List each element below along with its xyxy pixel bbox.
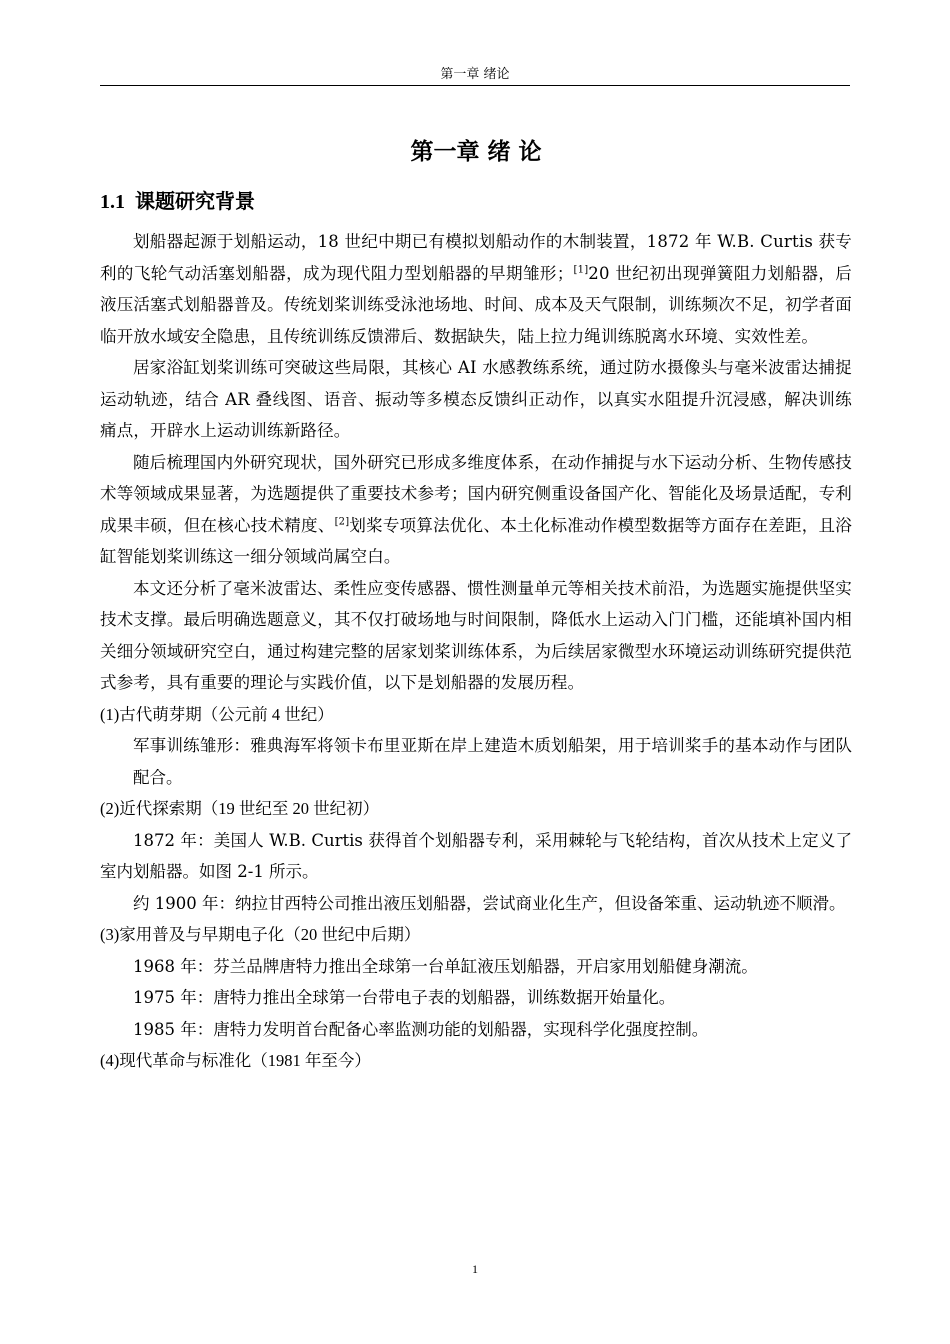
history-item: 军事训练雏形：雅典海军将领卡布里亚斯在岸上建造木质划船架，用于培训桨手的基本动作与团队配合。	[133, 736, 852, 787]
history-item: 1872 年：美国人 W.B. Curtis 获得首个划船器专利，采用棘轮与飞轮结构，首次从技术上定义了室内划船器。如图 2-1 所示。	[100, 830, 852, 881]
section-title: 课题研究背景	[135, 189, 255, 213]
page-content	[100, 100, 852, 1077]
history-heading-ancient: (1)古代萌芽期（公元前 4 世纪）	[100, 704, 334, 724]
history-heading-modern-exploration: (2)近代探索期（19 世纪至 20 世纪初）	[100, 799, 380, 818]
history-heading-home-electronic: (3)家用普及与早期电子化（20 世纪中后期）	[100, 925, 421, 944]
paragraph-research-status	[100, 447, 852, 573]
history-item: 1975 年：唐特力推出全球第一台带电子表的划船器，训练数据开始量化。	[133, 988, 676, 1007]
page-number: 1	[472, 1262, 478, 1276]
citation-ref[interactable]: [1]	[573, 264, 589, 275]
paragraph-significance: 本文还分析了毫米波雷达、柔性应变传感器、惯性测量单元等相关技术前沿，为选题实施提供坚实技术支撑。最后明确选题意义，其不仅打破场地与时间限制，降低水上运动入门门槛，还能填补国内相关细分领域研究空白，通过构建完整的居家划桨训练体系，为后续居家微型水环境运动训练研究提供范式参考，具有重要的理论与实践价值，以下是划船器的发展历程。	[100, 578, 852, 692]
history-item: 1985 年：唐特力发明首台配备心率监测功能的划船器，实现科学化强度控制。	[133, 1019, 709, 1039]
paragraph-text: 划船器起源于划船运动，18 世纪中期已有模拟划船动作的木制装置，1872 年 W.B. Curtis 获专利的飞轮气动活塞划船器，成为现代阻力型划船器的早期雏形；	[100, 232, 852, 283]
paragraph-text: 20 世纪初出现弹簧阻力划船器，后液压活塞式划船器普及。传统划桨训练受泳池场地、时间、成本及天气限制，训练频次不足，初学者面临开放水域安全隐患，且传统训练反馈滞后、数据缺失，陆上拉力绳训练脱离水环境、实效性差。	[100, 263, 853, 346]
paragraph-background	[100, 226, 852, 352]
paragraph-text: 随后梳理国内外研究现状，国外研究已形成多维度体系，在动作捕捉与水下运动分析、生物传感技术等领域成果显著，为选题提供了重要技术参考；国内研究侧重设备国产化、智能化及场景适配，专利成果丰硕，但在核心技术精度、	[100, 452, 852, 535]
paragraph-home-training: 居家浴缸划桨训练可突破这些局限，其核心 AI 水感教练系统，通过防水摄像头与毫米波雷达捕捉运动轨迹，结合 AR 叠线图、语音、振动等多模态反馈纠正动作，以真实水阻提升沉浸感，解决训练痛点，开辟水上运动训练新路径。	[100, 358, 852, 440]
section-number: 1.1	[100, 191, 125, 213]
chapter-title: 第一章 绪 论	[410, 138, 542, 165]
history-heading-modern-revolution: (4)现代革命与标准化（1981 年至今）	[100, 1051, 371, 1070]
history-item: 约 1900 年：纳拉甘西特公司推出液压划船器，尝试商业化生产，但设备笨重、运动轨迹不顺滑。	[133, 893, 846, 913]
citation-ref[interactable]: [2]	[334, 516, 350, 527]
paragraph-text: 划桨专项算法优化、本土化标准动作模型数据等方面存在差距，且浴缸智能划桨训练这一细分领域尚属空白。	[100, 515, 852, 566]
running-header: 第一章 绪论	[440, 67, 510, 82]
header-rule	[100, 85, 850, 86]
section-heading	[100, 185, 852, 218]
history-item: 1968 年：芬兰品牌唐特力推出全球第一台单缸液压划船器，开启家用划船健身潮流。	[133, 956, 758, 976]
